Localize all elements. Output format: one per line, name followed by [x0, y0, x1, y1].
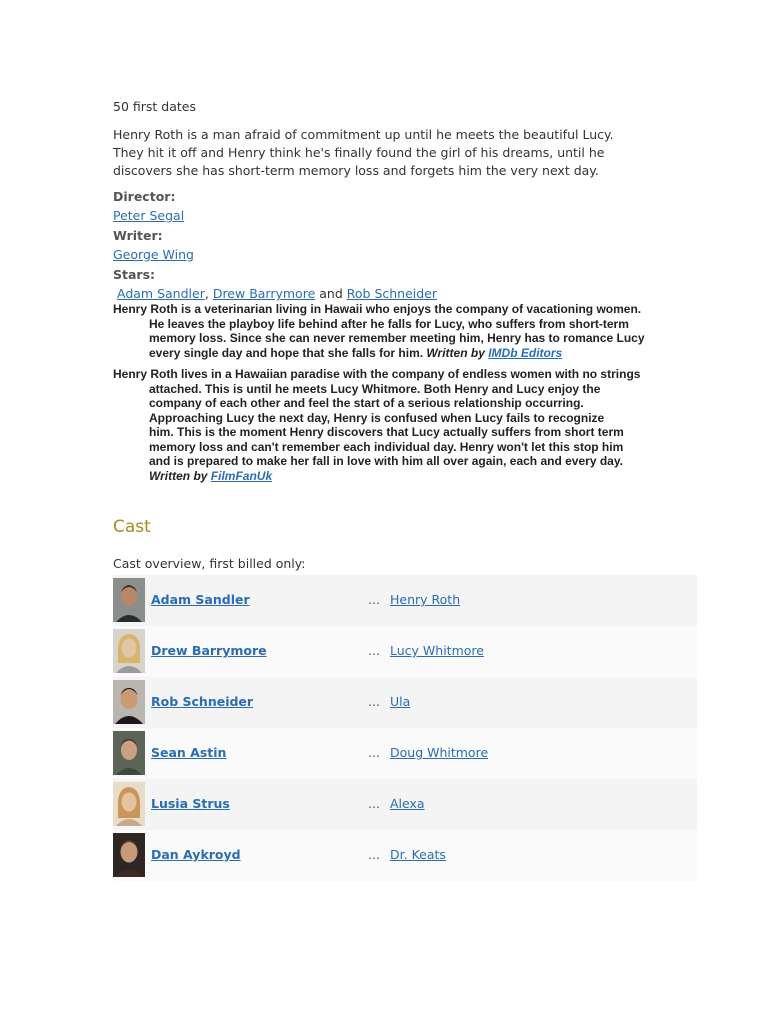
- cast-overview-label: Cast overview, first billed only:: [113, 556, 306, 571]
- cast-ellipsis: ...: [368, 643, 380, 658]
- star-link-drew-barrymore[interactable]: Drew Barrymore: [212, 286, 316, 301]
- plot-2-author-link[interactable]: FilmFanUk: [210, 468, 273, 483]
- actor-link[interactable]: Sean Astin: [151, 745, 227, 760]
- plot-1-written-by: Written by: [426, 345, 485, 360]
- cast-ellipsis: ...: [368, 694, 380, 709]
- page-title: 50 first dates: [113, 99, 196, 114]
- character-link[interactable]: Henry Roth: [390, 592, 461, 607]
- plot-summary-2: [113, 367, 673, 483]
- cast-heading: Cast: [113, 517, 151, 537]
- actor-link[interactable]: Dan Aykroyd: [151, 847, 241, 862]
- table-row: [113, 779, 697, 830]
- actor-link[interactable]: Rob Schneider: [151, 694, 254, 709]
- cast-ellipsis: ...: [368, 847, 380, 862]
- cast-table: [113, 575, 697, 881]
- movie-summary: Henry Roth is a man afraid of commitment up until he meets the beautiful Lucy. They hit it off and Henry think he's finally found the girl of his dreams, until he discovers she has short-term memory loss and forgets him the very next day.: [113, 127, 614, 178]
- writer-link[interactable]: George Wing: [113, 247, 194, 262]
- table-row: [113, 626, 697, 677]
- plot-1-first-line: Henry Roth is a veterinarian living in Hawaii who enjoys the company of vacationing women.: [113, 302, 642, 316]
- table-row: [113, 677, 697, 728]
- table-row: [113, 575, 697, 626]
- stars-comma: ,: [204, 286, 209, 301]
- plot-summary-1: [113, 302, 673, 360]
- plot-2-written-by: Written by: [149, 468, 208, 483]
- actor-photo[interactable]: [113, 629, 145, 673]
- actor-photo[interactable]: [113, 833, 145, 877]
- actor-photo[interactable]: [113, 578, 145, 622]
- writer-label: Writer:: [113, 228, 163, 243]
- director-label: Director:: [113, 189, 176, 204]
- character-link[interactable]: Dr. Keats: [390, 847, 446, 862]
- stars-list: [117, 286, 437, 301]
- character-link[interactable]: Alexa: [390, 796, 425, 811]
- plot-2-text: attached. This is until he meets Lucy Whitmore. Both Henry and Lucy enjoy the company of each other and feel the start of a serious relationship occurring. Approaching Lucy the next day, Henry is confused when Lucy fails to recognize him. This is the moment Henry discovers that Lucy actually suffers from short term memory loss and can't remember each individual day. Henry won't let this stop him and is prepared to make her fall in love with him all over again, each and every day.: [149, 381, 624, 468]
- cast-ellipsis: ...: [368, 796, 380, 811]
- character-link[interactable]: Ula: [390, 694, 411, 709]
- plot-1-text: He leaves the playboy life behind after he falls for Lucy, who suffers from short-term memory loss. Since she can never remember meeting him, Henry has to romance Lucy every single day and hope that she falls for him.: [149, 316, 645, 360]
- character-link[interactable]: Lucy Whitmore: [390, 643, 484, 658]
- actor-photo[interactable]: [113, 782, 145, 826]
- stars-and: and: [319, 286, 343, 301]
- actor-link[interactable]: Lusia Strus: [151, 796, 230, 811]
- director-link[interactable]: Peter Segal: [113, 208, 185, 223]
- star-link-rob-schneider[interactable]: Rob Schneider: [346, 286, 438, 301]
- table-row: [113, 830, 697, 881]
- character-link[interactable]: Doug Whitmore: [390, 745, 489, 760]
- cast-ellipsis: ...: [368, 745, 380, 760]
- stars-label: Stars:: [113, 267, 156, 282]
- actor-link[interactable]: Adam Sandler: [151, 592, 250, 607]
- actor-photo[interactable]: [113, 680, 145, 724]
- actor-link[interactable]: Drew Barrymore: [151, 643, 267, 658]
- actor-photo[interactable]: [113, 731, 145, 775]
- plot-2-first-line: Henry Roth lives in a Hawaiian paradise with the company of endless women with no strings: [113, 367, 641, 381]
- plot-1-author-link[interactable]: IMDb Editors: [488, 345, 563, 360]
- star-link-adam-sandler[interactable]: Adam Sandler: [117, 286, 205, 301]
- table-row: [113, 728, 697, 779]
- cast-ellipsis: ...: [368, 592, 380, 607]
